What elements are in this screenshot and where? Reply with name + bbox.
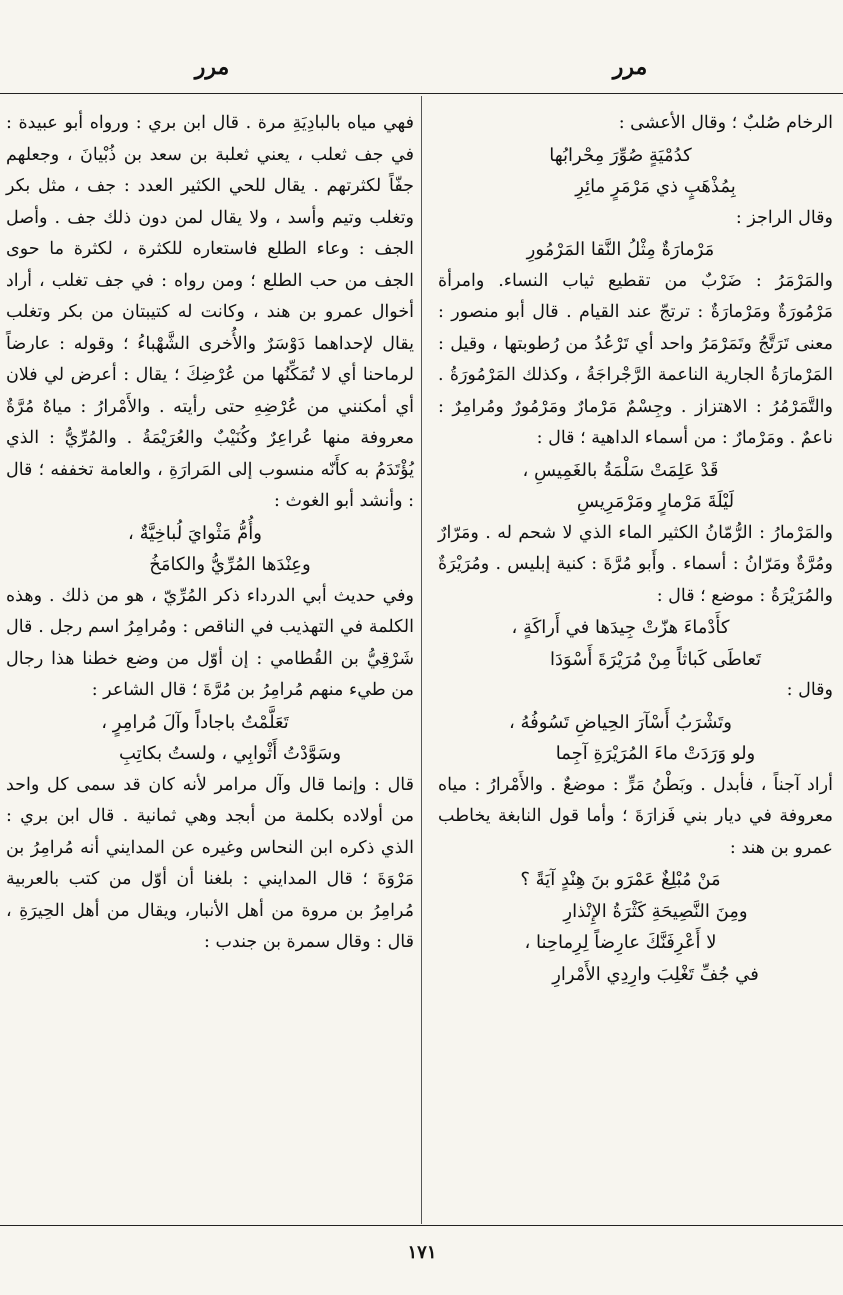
right-column bbox=[438, 108, 833, 990]
verse-line: مَنْ مُبْلِغٌ عَمْرَو بنَ هِنْدٍ آيَةً ؟ bbox=[520, 869, 721, 890]
left-column bbox=[6, 108, 414, 959]
paragraph: الرخام صُلبٌ ؛ وقال الأعشى : bbox=[618, 113, 833, 133]
paragraph: أراد آجناً ، فأبدل . وبَطْنُ مَرٍّ : موضعٌ . والأَمْرارُ : مياه معروفة في ديار بني فَزارَةَ ؛ وأما قول النابغة يخاطب عمرو بن هند : bbox=[438, 774, 833, 858]
paragraph: والمَرْمارُ : الرُّمّانُ الكثير الماء الذي لا شحم له . ومَرّارٌ ومُرَّةٌ ومَرّانُ : أسماء . وأَبو مُرَّةَ : كنية إبليس . ومُرَيْرَةٌ والمُرَيْرَةُ : موضع ؛ قال : bbox=[438, 522, 833, 606]
verse-line: مَرْمارَةٌ مِثْلُ النَّقا المَرْمُورِ bbox=[526, 239, 715, 260]
header-rule bbox=[0, 93, 843, 94]
paragraph: والمَرْمَرُ : ضَرْبٌ من تقطيع ثياب النساء. وامرأة مَرْمُورَةٌ ومَرْمارَةٌ : ترتجّ عند القيام . قال أبو منصور : معنى تَرَتَّجُ وتَمَرْمَرُ واحد أي تَرْعُدُ من رُطوبتها ، وقيل : المَرْمارَةُ الجارية الناعمة الرَّجْراجَةُ ، وكذلك المَرْمُورَةُ . والتَّمَرْمُرُ : الاهتزاز . وجِسْمٌ مَرْمارٌ ومَرْمُورٌ ومُرامِرٌ : ناعمٌ . ومَرْمارٌ : من أسماء الداهية ؛ قال : bbox=[438, 270, 833, 448]
verse-line: تَعاطَى كَباثاً مِنْ مُرَيْرَةَ أَسْوَدَا bbox=[549, 648, 762, 670]
footer-rule bbox=[0, 1225, 843, 1226]
verse-line: قَدْ عَلِمَتْ سَلْمَةُ بالغَمِيسِ ، bbox=[522, 459, 719, 481]
verse-line: في جُفِّ تَغْلِبَ وارِدِي الأَمْرارِ bbox=[552, 963, 759, 985]
verse-line: لَيْلَةَ مَرْمارٍ ومَرْمَرِيسِ bbox=[576, 491, 735, 512]
paragraph: وقال الراجز : bbox=[735, 207, 833, 228]
paragraph: وفي حديث أبي الدرداء ذكر المُرِّيّ ، هو من ذلك . وهذه الكلمة في التهذيب في الناقص : ومُرامِرُ اسم رجل . قال شَرْقِيُّ بن القُطامي : إن أوّل من وضع خطنا هذا رجال من طيء منهم مُرامِرُ بن مُرَّةَ ؛ قال الشاعر : bbox=[6, 585, 414, 700]
verse-line: كأَدْماءَ هزّتْ جِيدَها في أَراكَةٍ ، bbox=[511, 617, 730, 638]
verse-line: وأُمُّ مَثْوايَ لُباخِيَّةٌ ، bbox=[128, 522, 262, 544]
paragraph: وقال : bbox=[786, 680, 833, 700]
verse-line: وتَشْرَبُ أَسْآرَ الحِياضِ تَسُوفُهُ ، bbox=[509, 711, 732, 733]
page-number: ١٧١ bbox=[407, 1242, 437, 1263]
verse-line: لا أَعْرِفَنَّكَ عارِضاً لِرِماحِنا ، bbox=[524, 932, 717, 953]
verse-line: ومِنَ النَّصِيحَةِ كَثْرَةُ الإِنْذارِ bbox=[563, 900, 748, 922]
verse-line: بِمُذْهَبٍ ذي مَرْمَرٍ مائِرِ bbox=[575, 176, 736, 197]
verse-line: وعِنْدَها المُرِّيُّ والكامَخُ bbox=[149, 554, 311, 575]
paragraph: قال : وإنما قال وآل مرامر لأنه كان قد سمى كل واحد من أولاده بكلمة من أبجد وهي ثمانية . قال ابن بري : الذي ذكره ابن النحاس وغيره عن المدايني أنه مُرامِرُ بن مَرْوَةَ ؛ قال المدايني : بلغنا أن أوّل من كتب بالعربية مُرامِرُ بن مروة من أهل الأنبار، ويقال من أهل الحِيرَةِ ، قال : وقال سمرة بن جندب : bbox=[6, 774, 414, 952]
running-header-left: مرر bbox=[194, 54, 230, 80]
paragraph: فهي مياه بالبادِيَةِ مرة . قال ابن بري : ورواه أبو عبيدة : في جف ثعلب ، يعني ثعلبة بن سعد بن ذُبْيانَ ، وجعلهم جفّاً لكثرتهم . يقال للحي الكثير العدد : جف ، مثل بكر وتغلب وتيم وأسد ، ولا يقال لمن دون ذلك جف . وأصل الجف : وعاء الطلع فاستعاره للكثرة ، لكثرة ما حوى الجف من حب الطلع ؛ ومن رواه : في جف تغلب ، أراد أخوال عمرو بن هند ، وكانت له كتيبتان من بكر وتغلب يقال لإحداهما دَوْسَرٌ والأُخرى الشَّهْباءُ ؛ وقوله : عارضاً لرماحنا أي لا تُمَكِّنُها من عُرْضِكَ ؛ يقال : أعرض لي فلان أي أمكنني من عُرْضِهِ حتى رأيته . والأَمْرارُ : مياهٌ مُرَّةٌ معروفة منها عُراعِرٌ وكُنَيْبٌ والعُرَيْمَةُ . والمُرِّيُّ : الذي يُؤْتَدَمُ به كأَنّه منسوب إلى المَرارَةِ ، والعامة تخففه ؛ قال : وأنشد أبو الغوث : bbox=[6, 113, 414, 511]
verse-line: وسَوَّدْتُ أَثْوابِي ، ولستُ بكاتِبِ bbox=[118, 743, 342, 764]
column-divider bbox=[421, 96, 422, 1224]
running-header-right: مرر bbox=[612, 54, 648, 80]
verse-line: تَعَلَّمْتُ باجاداً وآلَ مُرامِرٍ ، bbox=[101, 711, 289, 733]
verse-line: ولو وَرَدَتْ ماءَ المُرَيْرَةِ آجِما bbox=[555, 743, 756, 764]
verse-line: كدُمْيَةٍ صُوِّرَ مِحْرابُها bbox=[549, 144, 692, 166]
